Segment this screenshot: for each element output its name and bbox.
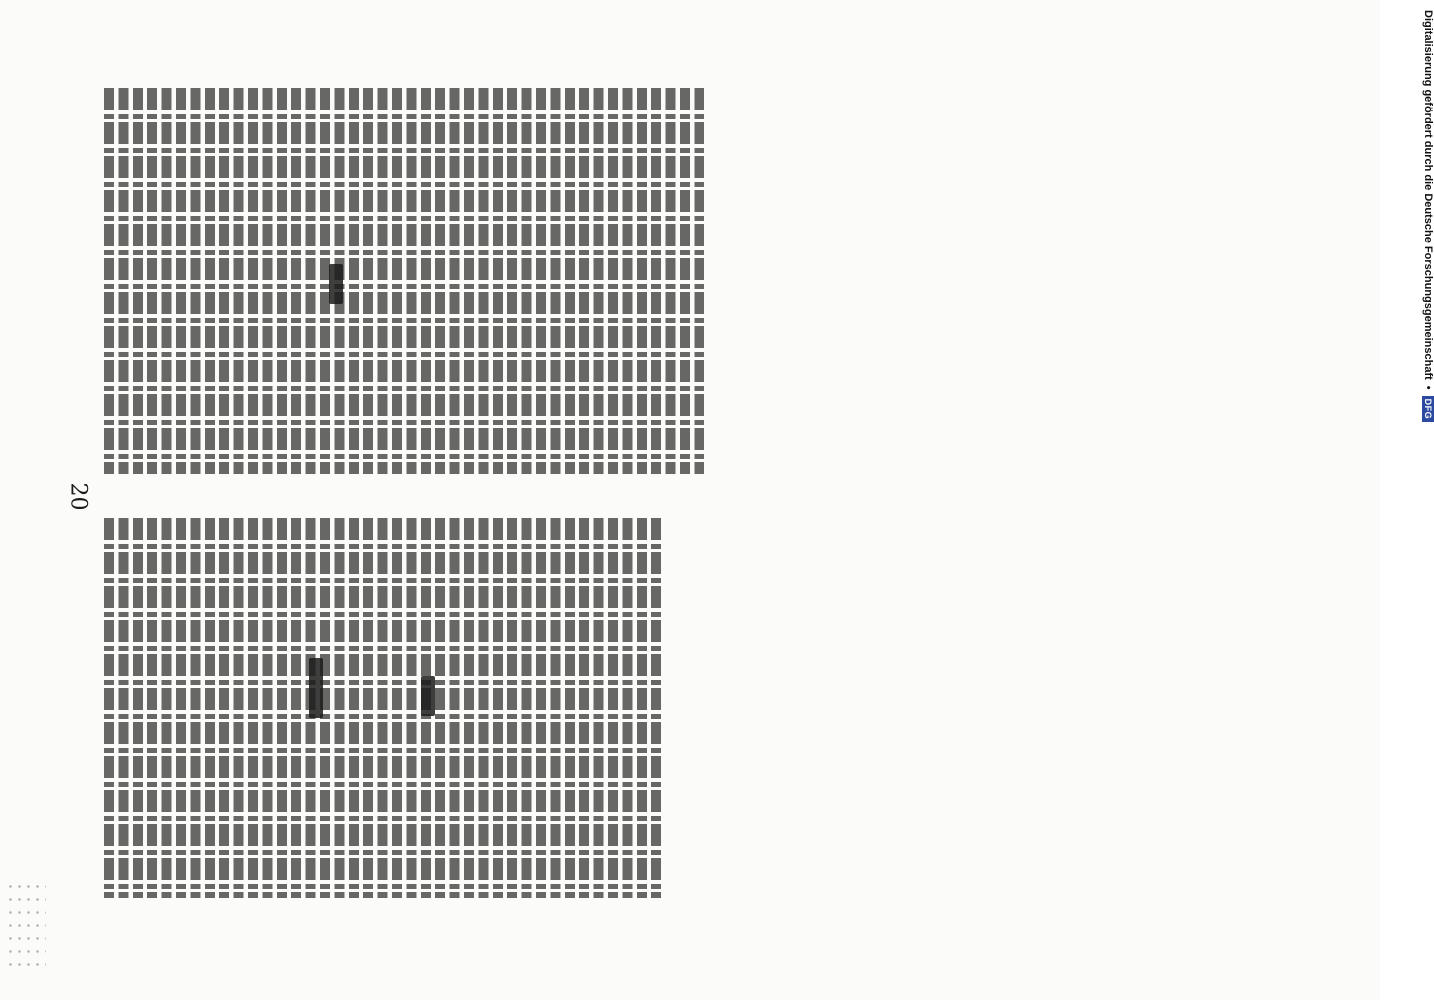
dfg-credit-text: Digitalisierung gefördert durch die Deutsche Forschungsgemeinschaft (1422, 10, 1434, 380)
text-column-right (104, 88, 704, 474)
section-heading-mark (309, 658, 323, 718)
dfg-logo: DFG (1422, 396, 1434, 423)
section-heading-mark (421, 676, 435, 716)
dfg-credit-line: Digitalisierung gefördert durch die Deutsche Forschungsgemeinschaft • DFG (1422, 8, 1434, 422)
section-heading-mark (329, 264, 343, 304)
text-column-left (104, 518, 664, 898)
page-number: 20 (65, 482, 91, 511)
scan-speckles (6, 880, 46, 970)
